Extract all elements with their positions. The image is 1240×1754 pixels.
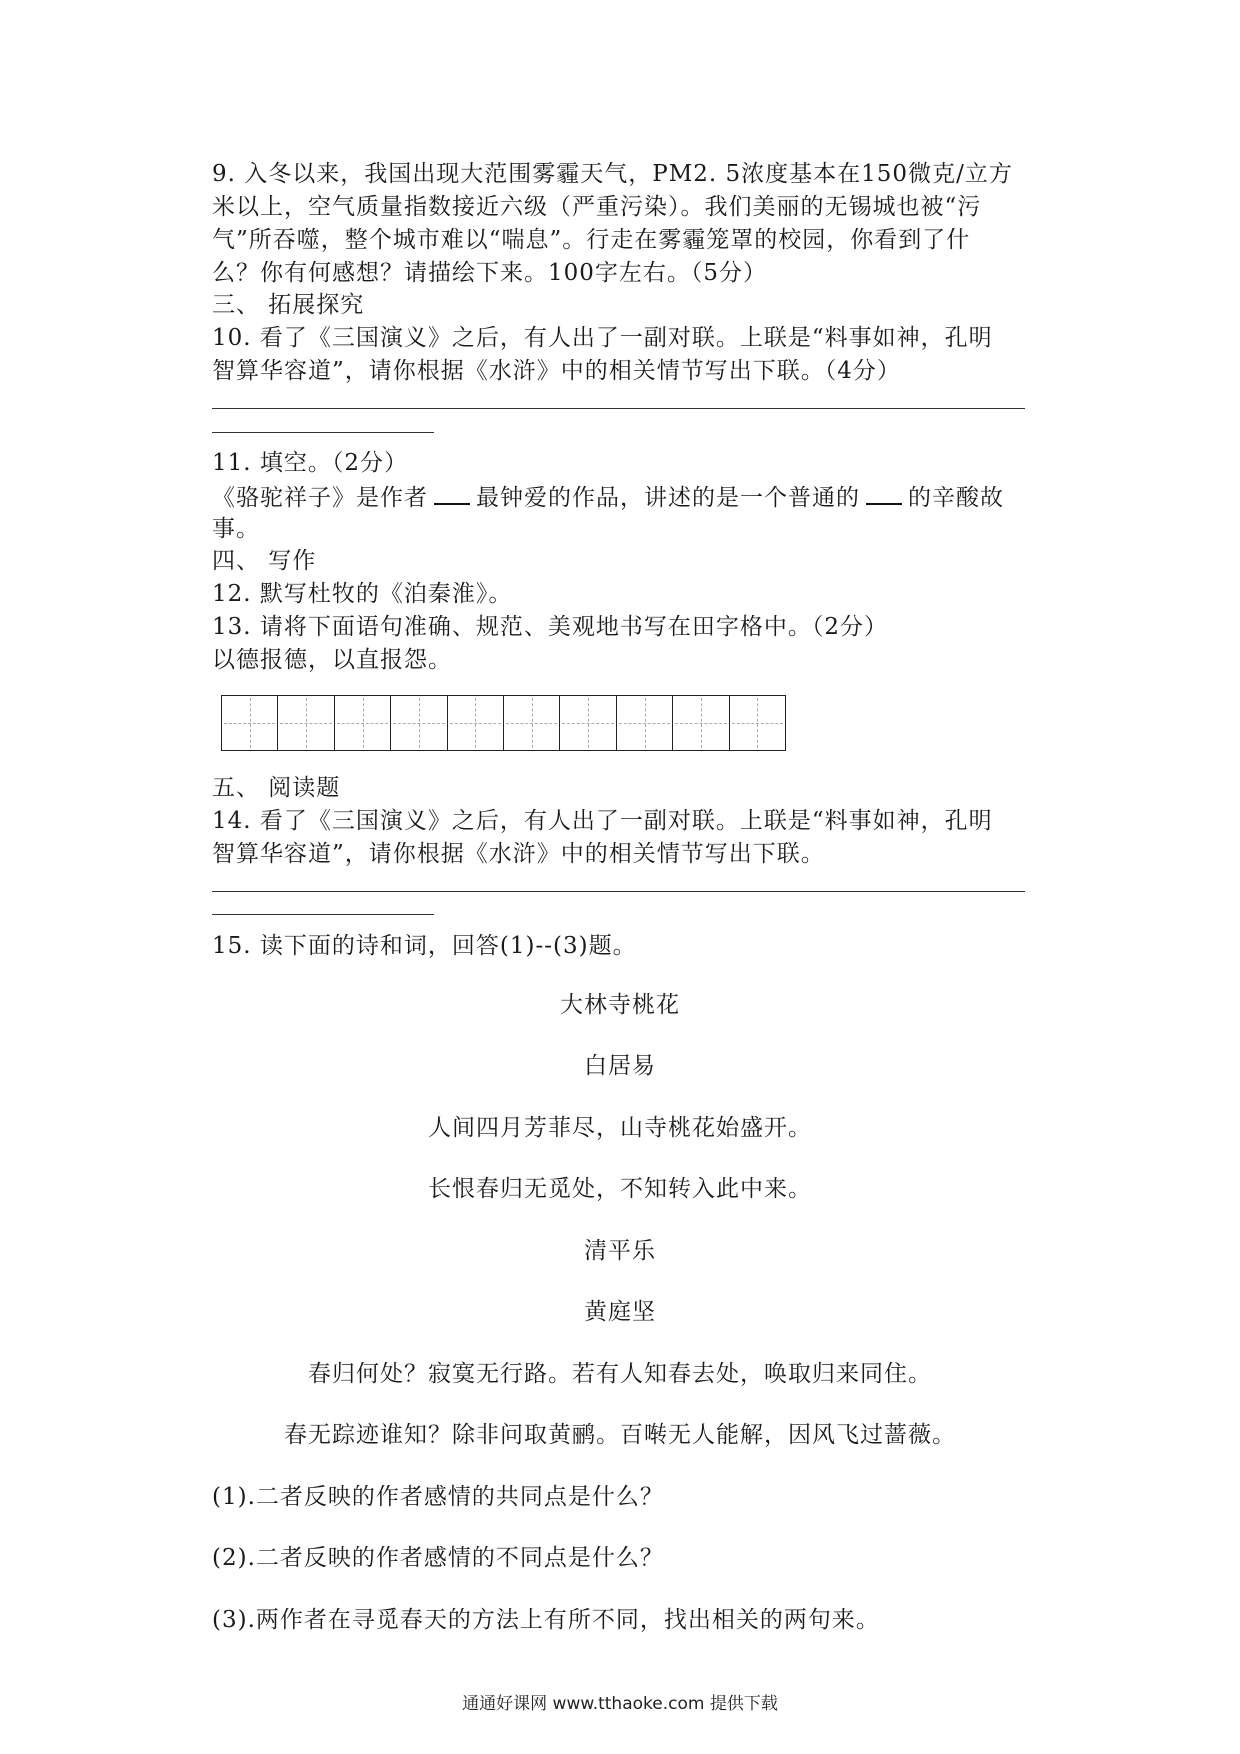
q12-text: 12. 默写杜牧的《泊秦淮》。 — [212, 581, 513, 607]
poem2-line2: 春无踪迹谁知？除非问取黄鹂。百啭无人能解，因风飞过蔷薇。 — [284, 1422, 956, 1448]
tianzige-cell[interactable] — [504, 696, 560, 750]
tianzige-cell[interactable] — [617, 696, 673, 750]
tianzige-cell[interactable] — [391, 696, 447, 750]
poem1-line2: 长恨春归无觅处，不知转入此中来。 — [428, 1176, 812, 1202]
section3-heading: 三、 拓展探究 — [212, 292, 365, 318]
q9-line1: 9. 入冬以来，我国出现大范围雾霾天气，PM2. 5浓度基本在150微克/立方 — [212, 161, 1013, 187]
q14-answer-rule-2 — [212, 914, 434, 915]
q11-blank-subject[interactable] — [866, 481, 902, 505]
tianzige-cell[interactable] — [222, 696, 278, 750]
q11-fill-line — [212, 481, 1004, 513]
section5-heading: 五、 阅读题 — [212, 775, 341, 801]
footer-credit: 通通好课网 www.tthaoke.com 提供下载 — [462, 1694, 778, 1714]
tianzige-cell[interactable] — [335, 696, 391, 750]
q9-line2: 米以上，空气质量指数接近六级（严重污染）。我们美丽的无锡城也被“污 — [212, 194, 982, 220]
tianzige-grid[interactable] — [221, 695, 786, 751]
q11-line3: 事。 — [212, 516, 260, 542]
q11-text-part3: 的辛酸故 — [908, 485, 1004, 511]
q11-text-part2: 最钟爱的作品，讲述的是一个普通的 — [476, 485, 860, 511]
poem1-author: 白居易 — [584, 1053, 656, 1079]
q11-text-part1: 《骆驼祥子》是作者 — [212, 485, 428, 511]
tianzige-cell[interactable] — [448, 696, 504, 750]
cell-horizontal-guide — [393, 723, 444, 724]
q10-line2: 智算华容道”，请你根据《水浒》中的相关情节写出下联。（4分） — [212, 358, 901, 384]
question-2: (2).二者反映的作者感情的不同点是什么？ — [212, 1545, 664, 1571]
question-3: (3).两作者在寻觅春天的方法上有所不同，找出相关的两句来。 — [212, 1607, 880, 1633]
poem1-line1: 人间四月芳菲尽，山寺桃花始盛开。 — [428, 1115, 812, 1141]
poem1-title: 大林寺桃花 — [560, 992, 680, 1018]
poem2-line1: 春归何处？寂寞无行路。若有人知春去处，唤取归来同住。 — [308, 1361, 932, 1387]
cell-horizontal-guide — [337, 723, 388, 724]
q9-line3: 气”所吞噬，整个城市难以“喘息”。行走在雾霾笼罩的校园，你看到了什 — [212, 227, 971, 253]
q14-line1: 14. 看了《三国演义》之后，有人出了一副对联。上联是“料事如神，孔明 — [212, 808, 993, 834]
q10-line1: 10. 看了《三国演义》之后，有人出了一副对联。上联是“料事如神，孔明 — [212, 325, 993, 351]
cell-horizontal-guide — [506, 723, 557, 724]
q11-blank-author[interactable] — [434, 481, 470, 505]
q10-answer-rule-2 — [212, 432, 434, 433]
cell-horizontal-guide — [224, 723, 275, 724]
cell-horizontal-guide — [675, 723, 726, 724]
poem2-title: 清平乐 — [584, 1238, 656, 1264]
q13-sentence-visible: 以德报德，以直报怨。 — [212, 647, 452, 673]
poem2-author: 黄庭坚 — [584, 1299, 656, 1325]
cell-horizontal-guide — [732, 723, 783, 724]
cell-horizontal-guide — [450, 723, 501, 724]
cell-horizontal-guide — [619, 723, 670, 724]
q10-answer-rule-1 — [212, 408, 1025, 409]
q9-line4: 么？你有何感想？请描绘下来。100字左右。（5分） — [212, 260, 768, 286]
tianzige-cell[interactable] — [278, 696, 334, 750]
tianzige-cell[interactable] — [673, 696, 729, 750]
q14-line2: 智算华容道”，请你根据《水浒》中的相关情节写出下联。 — [212, 841, 825, 867]
section4-heading: 四、 写作 — [212, 548, 317, 574]
q14-answer-rule-1 — [212, 891, 1025, 892]
q11-title: 11. 填空。（2分） — [212, 450, 409, 476]
cell-horizontal-guide — [280, 723, 331, 724]
tianzige-cell[interactable] — [560, 696, 616, 750]
tianzige-cell[interactable] — [730, 696, 785, 750]
q15-instruction: 15. 读下面的诗和词，回答(1)--(3)题。 — [212, 933, 637, 959]
cell-horizontal-guide — [562, 723, 613, 724]
question-1: (1).二者反映的作者感情的共同点是什么？ — [212, 1484, 664, 1510]
q13-title-text: 13. 请将下面语句准确、规范、美观地书写在田字格中。（2分） — [212, 614, 889, 640]
